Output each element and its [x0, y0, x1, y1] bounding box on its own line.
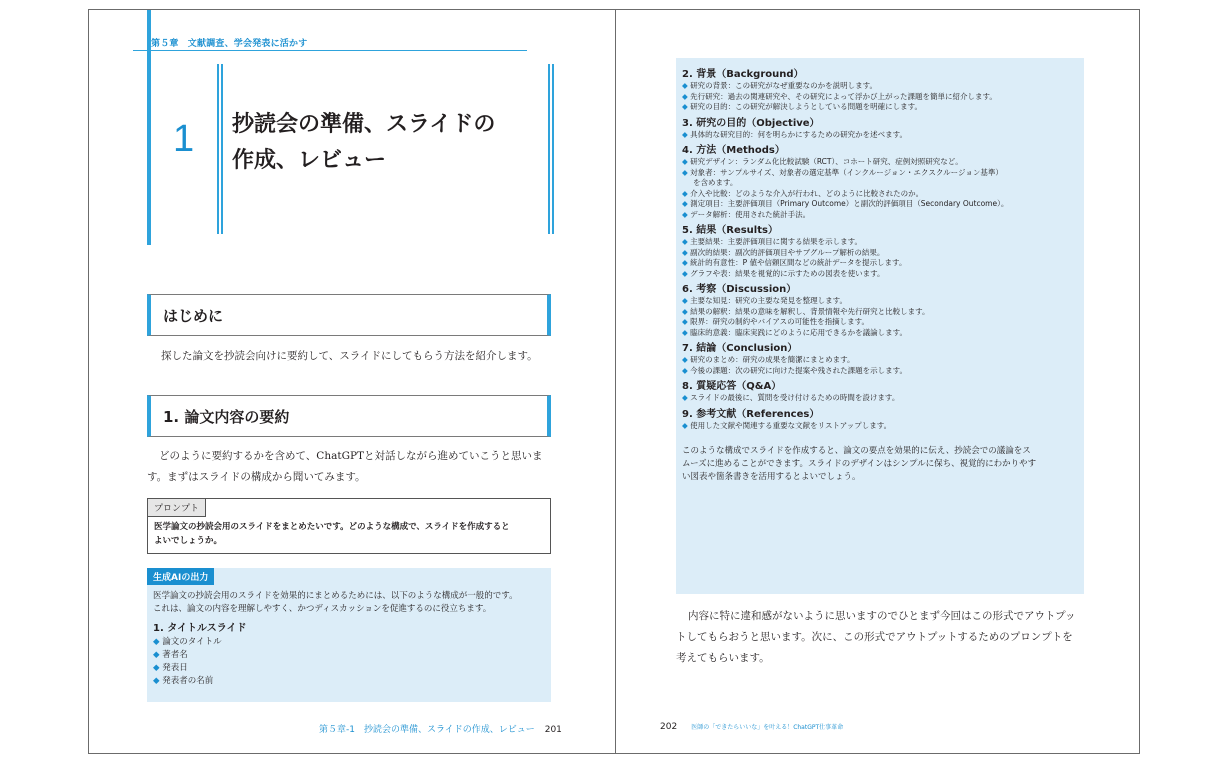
output-section-title: 3. 研究の目的（Objective）	[682, 117, 820, 129]
list-item	[682, 199, 1080, 210]
body-line2: トしてもらおうと思います。次に、この形式でアウトプットするためのプロンプトを	[676, 631, 1073, 643]
bullet-icon: ◆	[153, 663, 160, 673]
footer	[660, 722, 843, 732]
list-item-text: グラフや表：結果を視覚的に示すための図表を使います。	[690, 268, 885, 278]
list-item-text: 研究のまとめ：研究の成果を簡潔にまとめます。	[690, 355, 855, 364]
section-number: 1	[173, 118, 195, 160]
footer	[319, 722, 562, 735]
list-item-text: 発表者の名前	[162, 676, 214, 686]
list-item-text: 臨床的意義：臨床実践にどのように応用できるかを議論します。	[690, 327, 908, 337]
prompt-text	[154, 520, 544, 548]
body-line1: 内容に特に違和感がないように思いますのでひとまず今回はこの形式でアウトプッ	[688, 610, 1076, 622]
bullet-icon: ◆	[682, 306, 691, 316]
summary-line1: このような構成でスライドを作成すると、論文の要点を効果的に伝え、抄読会での議論をス	[682, 446, 1031, 456]
body-text	[676, 606, 1084, 669]
list-item	[682, 317, 1080, 328]
intro-heading: はじめに	[147, 294, 551, 336]
output-section-title: 6. 考察（Discussion）	[682, 284, 797, 295]
list-item-text: 副次的結果：副次的評価項目やサブグループ解析の結果。	[690, 247, 885, 257]
page-number: 202	[660, 722, 678, 732]
list-item-text: 使用した文献や関連する重要な文献をリストアップします。	[690, 420, 892, 430]
ai-line1: 医学論文の抄読会用のスライドを効果的にまとめるためには、以下のような構成が一般的です。	[153, 591, 518, 601]
list-item-text: 先行研究：過去の関連研究や、その研究によって浮かび上がった課題を簡単に紹介します。	[690, 91, 997, 101]
list-item-text: 結果の解釈：結果の意味を解釈し、背景情報や先行研究と比較します。	[690, 306, 930, 316]
running-head: 第５章 文献調査、学会発表に活かす	[151, 39, 308, 49]
right-page	[616, 10, 1140, 753]
bullet-icon: ◆	[682, 81, 691, 90]
intro-text: 探した論文を抄読会向けに要約して、スライドにしてもらう方法を紹介します。	[161, 350, 538, 362]
list-item	[682, 296, 1080, 307]
bullet-icon: ◆	[153, 650, 160, 660]
list-item-text: データ解析：使用された統計手法。	[690, 209, 811, 219]
list-item	[682, 248, 1080, 259]
ai-output-box	[147, 568, 551, 702]
bullet-icon: ◆	[682, 129, 691, 139]
list-item	[682, 258, 1080, 269]
list-item	[682, 102, 1080, 113]
bullet-icon: ◆	[682, 296, 691, 305]
prompt-line2: よいでしょうか。	[154, 536, 223, 546]
output-section-title: 5. 結果（Results）	[682, 225, 778, 236]
list-item-text: 著者名	[162, 650, 188, 660]
list-item	[682, 168, 1080, 179]
list-item	[682, 210, 1080, 221]
list-item	[682, 421, 1080, 432]
section-title-line1: 抄読会の準備、スライドの	[232, 112, 496, 137]
list-item-text: 研究デザイン：ランダム化比較試験（RCT）、コホート研究、症例対照研究など。	[690, 157, 963, 166]
section-title-line2: 作成、レビュー	[232, 148, 387, 173]
list-item-text: 研究の目的：この研究が解決しようとしている問題を明確にします。	[690, 102, 923, 111]
list-item	[682, 237, 1080, 248]
list-item-text: 今後の課題：次の研究に向けた提案や残された課題を示します。	[690, 365, 908, 375]
list-item-text: 介入や比較：どのような介入が行われ、どのように比較されたのか。	[690, 188, 924, 198]
body-line3: 考えてもらいます。	[676, 652, 770, 664]
list-item-text: 対象者：サンプルサイズ、対象者の選定基準（インクルージョン・エクスクルージョン基準）	[690, 167, 1003, 177]
output-section-title: 8. 質疑応答（Q&A）	[682, 381, 782, 392]
bullet-icon: ◆	[682, 420, 691, 430]
bullet-icon: ◆	[682, 199, 691, 208]
ai-output-label: 生成AIの出力	[147, 568, 214, 585]
sections-list	[682, 68, 1080, 431]
bullet-icon: ◆	[682, 237, 691, 246]
list-item-text: 統計的有意性：P 値や信頼区間などの統計データを提示します。	[690, 258, 907, 267]
running-head-rule	[133, 50, 527, 51]
bullet-icon: ◆	[682, 268, 691, 278]
page-number: 201	[544, 725, 562, 735]
ai-output-sections	[682, 64, 1080, 484]
output-section-title: 7. 結論（Conclusion）	[682, 343, 798, 354]
section-title-rule-right-b	[552, 64, 554, 234]
ai-section1-title: 1. タイトルスライド	[153, 623, 247, 634]
bullet-icon: ◆	[682, 355, 691, 364]
subsection-text	[147, 446, 557, 488]
list-item	[153, 675, 545, 688]
list-item	[682, 81, 1080, 92]
list-item-text: 論文のタイトル	[162, 637, 222, 647]
prompt-line1: 医学論文の抄読会用のスライドをまとめたいです。どのような構成で、スライドを作成すると	[154, 522, 510, 532]
left-page	[89, 10, 615, 753]
list-item-text: 研究の背景：この研究がなぜ重要なのかを説明します。	[690, 81, 878, 90]
list-item	[682, 189, 1080, 200]
section-title-rule-right-a	[548, 64, 550, 234]
list-item	[682, 355, 1080, 366]
ai-line2: これは、論文の内容を理解しやすく、かつディスカッションを促進するのに役立ちます。	[153, 604, 492, 614]
summary-line3: い図表や箇条書きを活用するとよいでしょう。	[682, 472, 861, 482]
list-item-text: 主要な知見：研究の主要な発見を整理します。	[690, 296, 848, 305]
list-item-text: 主要結果：主要評価項目に関する結果を示します。	[690, 237, 863, 246]
list-item	[682, 92, 1080, 103]
list-item	[682, 269, 1080, 280]
output-section-title: 9. 参考文献（References）	[682, 408, 820, 420]
list-item	[682, 366, 1080, 377]
output-section-title: 2. 背景（Background）	[682, 69, 804, 80]
list-item	[682, 307, 1080, 318]
bullet-icon: ◆	[682, 247, 691, 257]
list-item-text: 具体的な研究目的：何を明らかにするための研究かを述べます。	[690, 129, 908, 139]
footer-running-title: 医師の「できたらいいな」を叶える！ChatGPT仕事革命	[691, 724, 844, 731]
ai-output-continued	[676, 58, 1084, 594]
bullet-icon: ◆	[682, 365, 691, 375]
bullet-icon: ◆	[682, 327, 691, 337]
subsection-heading: 1. 論文内容の要約	[147, 395, 551, 437]
book-spread	[88, 9, 1140, 754]
list-item-text: スライドの最後に、質問を受け付けるための時間を設けます。	[690, 393, 900, 402]
bullet-icon: ◆	[153, 637, 160, 647]
subsection-text-line2: す。まずはスライドの構成から聞いてみます。	[147, 471, 366, 483]
ai-summary	[682, 445, 1080, 484]
list-item	[682, 393, 1080, 404]
bullet-icon: ◆	[682, 188, 691, 198]
list-item-text: 発表日	[162, 663, 188, 673]
bullet-icon: ◆	[682, 317, 691, 326]
list-item-continuation: を含めます。	[693, 178, 738, 187]
bullet-icon: ◆	[682, 167, 691, 177]
list-item	[153, 636, 545, 649]
list-item	[153, 649, 545, 662]
output-section-title: 4. 方法（Methods）	[682, 145, 785, 156]
bullet-icon: ◆	[153, 676, 160, 686]
list-item-text: 測定項目：主要評価項目（Primary Outcome）と副次的評価項目（Secondary Outcome）。	[690, 199, 1009, 208]
prompt-box	[147, 498, 551, 554]
list-item	[682, 157, 1080, 168]
bullet-icon: ◆	[682, 258, 691, 267]
prompt-label: プロンプト	[148, 499, 206, 517]
bullet-icon: ◆	[682, 157, 691, 166]
list-item	[682, 130, 1080, 141]
bullet-icon: ◆	[682, 209, 691, 219]
section-title	[232, 107, 495, 179]
bullet-icon: ◆	[682, 102, 691, 111]
section-title-rule-left-a	[217, 64, 219, 234]
list-item	[153, 662, 545, 675]
list-item	[682, 328, 1080, 339]
bullet-icon: ◆	[682, 91, 691, 101]
subsection-text-line1: どのように要約するかを含めて、ChatGPTと対話しながら進めていこうと思いま	[159, 450, 543, 462]
bullet-icon: ◆	[682, 393, 691, 402]
ai-output-text	[153, 590, 545, 688]
summary-line2: ムーズに進めることができます。スライドのデザインはシンプルに保ち、視覚的にわかりやす	[682, 459, 1037, 469]
list-item-text: 限界：研究の制約やバイアスの可能性を指摘します。	[690, 317, 870, 326]
footer-title: 第５章-1 抄読会の準備、スライドの作成、レビュー	[319, 725, 535, 735]
section-title-rule-left-b	[221, 64, 223, 234]
